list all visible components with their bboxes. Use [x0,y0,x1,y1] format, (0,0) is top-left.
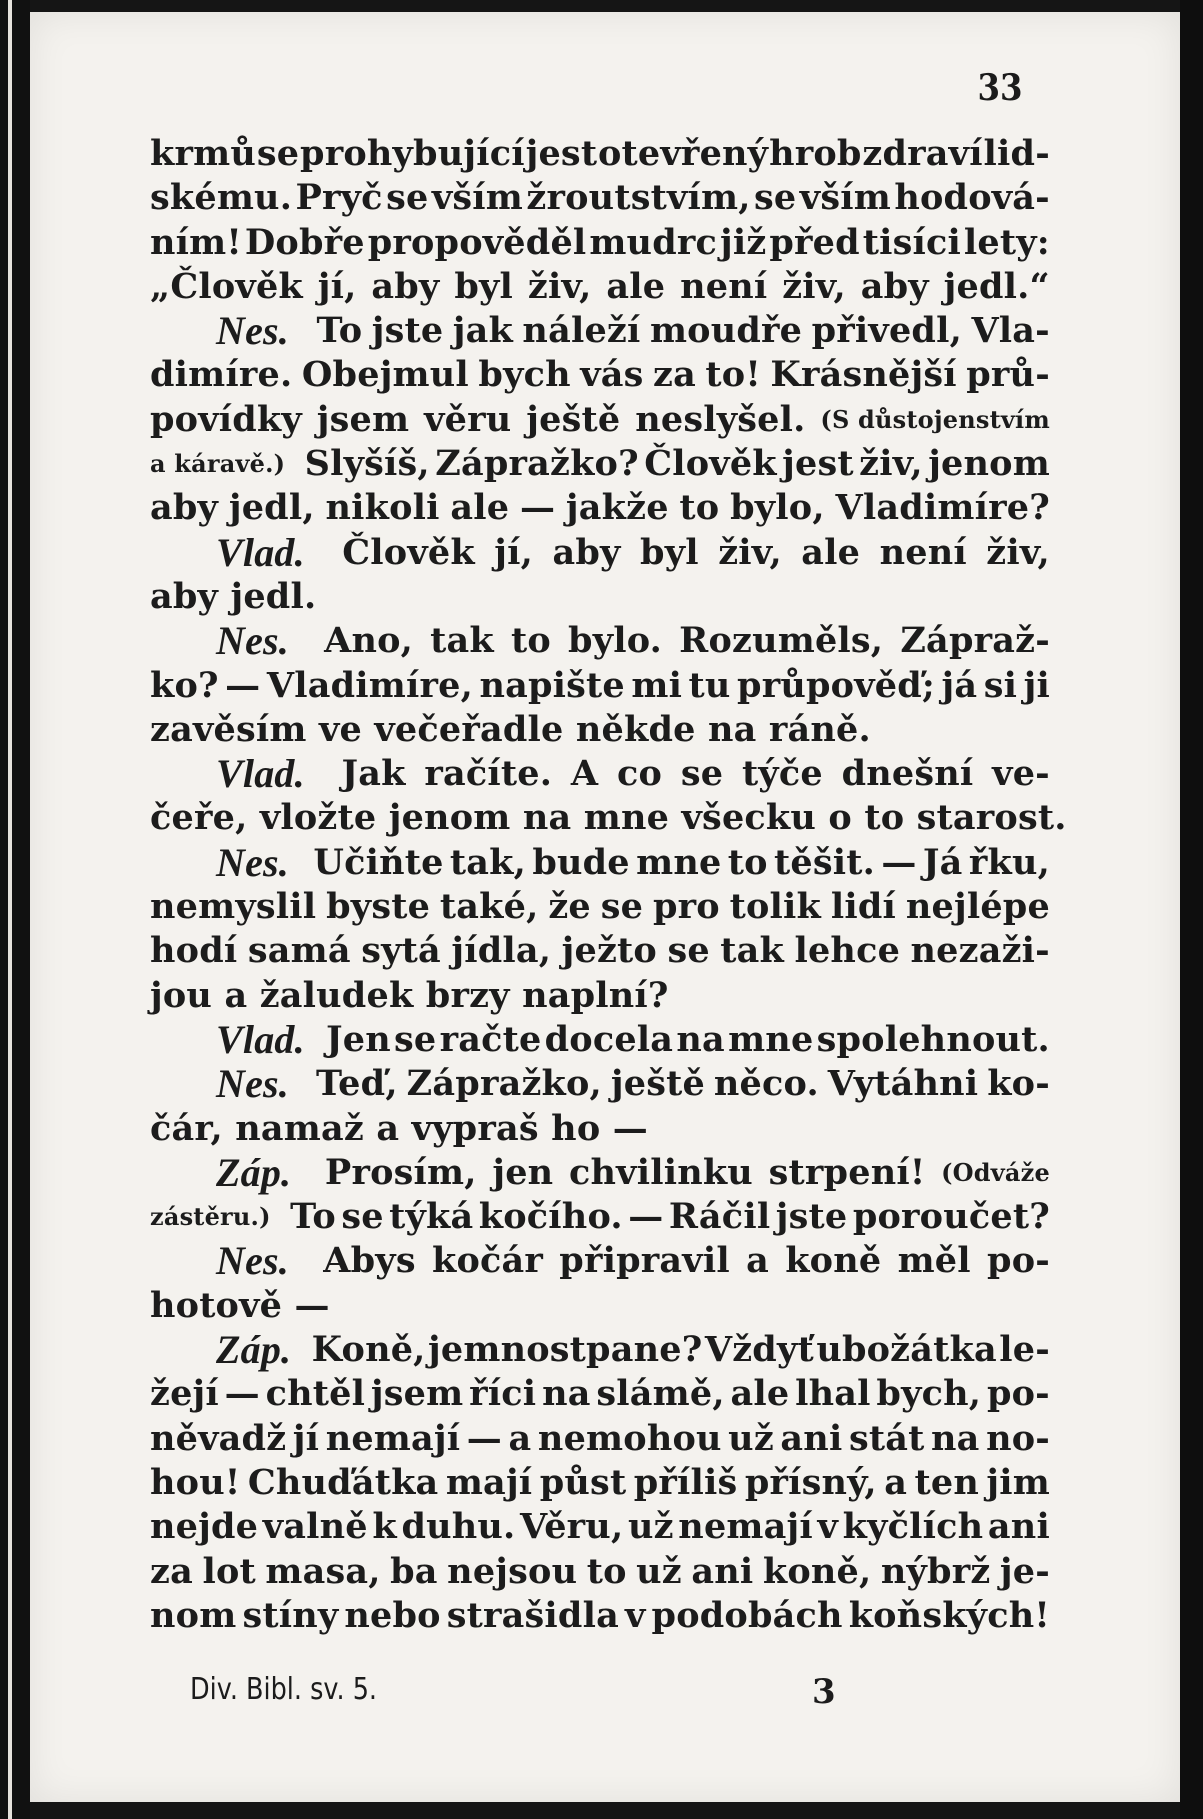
word: ji [1023,664,1050,706]
word: jedl, [228,487,315,529]
word: vším [799,177,891,219]
word: k [372,1506,397,1548]
word: řku, [968,841,1050,883]
word: přísný, [744,1461,877,1503]
word: něvadž [150,1417,287,1459]
word: pro [652,886,720,928]
word: nýbrž [880,1550,991,1592]
word: se [754,177,797,219]
word: něco. [713,1063,819,1105]
word: Člověk [342,531,475,573]
word: jí [292,1417,320,1459]
text-line [150,221,1050,265]
page-number: 33 [977,67,1023,109]
text-line [150,176,1050,220]
word: ko? [150,664,219,706]
word: po- [987,1240,1050,1282]
word: tak, [449,841,526,883]
word: jak [452,310,513,352]
word: těšit. [774,841,876,883]
word: Teď, [315,1063,398,1105]
word: le- [999,1329,1050,1371]
word: a [884,1461,908,1503]
word: v [624,1594,646,1636]
word: chvilinku [569,1151,753,1193]
text-line [150,575,1050,619]
word: co [617,753,663,795]
word: Prosím, [324,1151,477,1193]
word: Chuďátka [247,1461,439,1503]
word: to [679,487,720,529]
word: Zápraž- [900,620,1050,662]
text-line [150,1417,1050,1461]
word: povídky [150,398,302,440]
word: nemají [678,1506,813,1548]
word: bych, [876,1373,982,1415]
word: jen [492,1151,554,1193]
word: že [548,886,591,928]
word: živ, [986,531,1050,573]
speaker-name: Nes. [216,1061,290,1107]
word: a [746,1240,769,1282]
word: žejí [150,1373,219,1415]
word: přivedl, [811,310,962,352]
word: na [931,1417,980,1459]
line-text: hotově — [150,1284,330,1326]
left-page-edge [0,0,30,1819]
text-line [150,1018,1050,1062]
stage-direction: (Odváže [941,1157,1050,1187]
word: jste [775,1196,848,1238]
word: jakže [565,487,669,529]
word: již [719,221,767,263]
word: nemohou [537,1417,722,1459]
word: jedl.“ [943,265,1050,307]
word: prohybující [300,133,525,174]
text-line [150,531,1050,575]
word: slámě, [596,1373,725,1415]
word: se [680,753,724,795]
word: ani [691,1550,754,1592]
word: dnešní [841,753,974,795]
word: ale [606,265,666,307]
text-line [150,486,1050,530]
word: — [466,1417,502,1459]
text-line [150,398,1050,442]
word: prů- [966,354,1050,396]
book-page [30,12,1180,1802]
word: není [879,531,967,573]
word: a [508,1417,532,1459]
speaker-name: Nes. [216,308,290,354]
text-line [150,1062,1050,1106]
word: moudře [649,310,803,352]
page-footer [190,1672,1090,1722]
word: — [519,487,556,529]
word: lehce [794,930,901,972]
word: se [394,1018,437,1060]
text-line [150,841,1050,885]
word: zdraví [862,133,983,174]
word: týče [741,753,823,795]
word: jídla, [451,930,552,972]
word: Obejmul [301,354,469,396]
text-line [150,132,1050,176]
word: vším [431,177,524,219]
word: měl [897,1240,971,1282]
word: jest [782,443,854,485]
word: Vladimíre? [835,487,1050,529]
word: vás [580,354,644,396]
text-line [150,1195,1050,1239]
right-page-edge [1180,0,1203,1819]
word: ubožátka [816,1329,997,1371]
word: na [542,1373,591,1415]
word: tolik [729,886,821,928]
word: Vla- [971,310,1050,352]
text-line [150,1284,1050,1328]
text-line [150,309,1050,353]
word: strašidla [446,1594,619,1636]
word: Jen [325,1018,391,1060]
word: není [680,265,768,307]
word: za [150,1550,193,1592]
word: duhu. [401,1506,516,1548]
word: Vladimíre, [266,664,473,706]
word: nikoli [325,487,440,529]
word: lot [202,1550,256,1592]
word: — [628,1196,664,1238]
word: valně [262,1506,368,1548]
word: to [586,1550,627,1592]
word: lidí [830,886,897,928]
word: byl [640,531,699,573]
footer-sheet-number: 3 [812,1672,836,1712]
word: no- [986,1417,1050,1459]
word: skému. [150,177,293,219]
text-line [150,664,1050,708]
word: aby [860,265,929,307]
word: strpení! [768,1151,926,1193]
word: jim [986,1461,1050,1503]
speaker-name: Vlad. [216,529,305,575]
word: to! [705,354,761,396]
word: propověděl [367,221,587,263]
word: jemnostpane? [428,1329,703,1371]
word: bych [478,354,571,396]
word: To [290,1196,336,1238]
word: jí, [317,265,357,307]
word: před [769,221,860,263]
word: krmů [150,133,256,174]
text-line [150,1107,1050,1151]
word: koně, [762,1550,872,1592]
text-line [150,353,1050,397]
word: Pryč [295,177,383,219]
word: koňských! [848,1594,1050,1636]
text-line [150,885,1050,929]
word: ale [730,1373,790,1415]
word: tisíci [862,221,961,263]
word: jenom [928,443,1050,485]
word: mne [728,1018,814,1060]
text-line [150,1550,1050,1594]
word: půst [539,1461,627,1503]
word: Člověk [644,443,777,485]
speaker-name: Vlad. [216,751,305,797]
word: se [256,133,300,174]
word: chtěl [265,1373,366,1415]
line-text: zavěsím ve večeřadle někde na ráně. [150,708,871,750]
word: se [386,177,429,219]
word: Slyšíš, [304,443,430,485]
word: jste [371,310,444,352]
word: ale [801,531,861,573]
footer-signature: Div. Bibl. sv. 5. [190,1672,378,1707]
word: nom [150,1594,237,1636]
word: je- [999,1550,1050,1592]
word: Věru, [520,1506,624,1548]
word: také, [439,886,539,928]
text-line [150,442,1050,486]
word: Krásnější [770,354,957,396]
word: dimíre. [150,354,293,396]
word: stíny [242,1594,339,1636]
word: ba [390,1550,438,1592]
text-line [150,752,1050,796]
text-line [150,1239,1050,1283]
word: ani [780,1417,843,1459]
word: A [570,753,599,795]
word: aby [150,487,219,529]
word: ko- [987,1063,1050,1105]
word: nezaži- [910,930,1050,972]
word: jest [525,133,598,174]
word: náleží [522,310,641,352]
speaker-name: Nes. [216,618,290,664]
word: aby [552,531,621,573]
word: bylo. [568,620,663,662]
word: jsem [316,398,410,440]
word: nejde [150,1506,259,1548]
word: Dobře [244,221,365,263]
word: neslyšel. [635,398,806,440]
word: tak [720,930,784,972]
word: žroutstvím, [526,177,751,219]
word: v [817,1506,839,1548]
word: Vždyť [704,1329,814,1371]
line-text: aby jedl. [150,575,317,617]
word: kočího. [478,1196,623,1238]
stage-direction: zástěru.) [150,1202,271,1232]
word: poroučet? [852,1196,1050,1238]
word: tu [688,664,731,706]
word: „Člověk [150,265,303,307]
text-line [150,265,1050,309]
word: nejsou [447,1550,578,1592]
word: se [341,1196,384,1238]
word: ještě [526,398,621,440]
word: Vytáhni [827,1063,979,1105]
word: — [881,841,917,883]
speaker-name: Záp. [216,1149,292,1195]
word: mají [445,1461,533,1503]
word: koně [785,1240,882,1282]
word: Rozuměls, [679,620,884,662]
word: nebo [344,1594,441,1636]
word: spolehnout. [816,1018,1050,1060]
word: bylo, [730,487,825,529]
word: Abys [323,1240,416,1282]
word: sytá [361,930,441,972]
word: ten [914,1461,979,1503]
word: — [224,1373,260,1415]
body-text [150,132,1067,1638]
word: já [941,664,978,706]
word: ani [987,1506,1050,1548]
word: ale [450,487,510,529]
word: Koně, [311,1329,426,1371]
word: lhal [795,1373,871,1415]
text-line [150,929,1050,973]
word: docela [544,1018,674,1060]
word: podobách [651,1594,843,1636]
word: byl [454,265,514,307]
line-text: čeře, vložte jenom na mne všecku o to starost. [150,797,1067,839]
word: živ, [527,265,592,307]
word: nemají [325,1417,461,1459]
word: hrob [769,133,862,174]
word: na [676,1018,725,1060]
text-line [150,708,1050,752]
word: Zápražko, [406,1063,602,1105]
word: aby [371,265,440,307]
word: ním! [150,221,242,263]
word: nejlépe [905,886,1050,928]
text-line [150,1328,1050,1372]
text-line [150,1151,1050,1195]
word: živ, [859,443,923,485]
text-line [150,1461,1050,1505]
text-line [150,974,1050,1018]
word: už [728,1417,774,1459]
word: kyčlích [842,1506,984,1548]
word: za [653,354,696,396]
speaker-name: Záp. [216,1327,292,1373]
line-text: jou a žaludek brzy naplní? [150,974,669,1016]
word: to [510,620,551,662]
word: jí, [494,531,534,573]
word: mi [631,664,683,706]
speaker-name: Nes. [216,1238,290,1284]
word: hodová- [894,177,1050,219]
word: nemyslil [150,886,317,928]
word: Jak [341,753,406,795]
word: otevřený [598,133,769,174]
word: To [316,310,363,352]
word: se [667,930,710,972]
word: — [225,664,261,706]
text-line [150,796,1067,840]
word: bude [532,841,630,883]
word: tak [430,620,494,662]
word: napište [479,664,625,706]
word: račíte. [424,753,553,795]
binding-mark [15,1405,27,1435]
word: týká [389,1196,474,1238]
text-line [150,619,1050,663]
stage-direction: (S důstojenstvím [820,404,1050,434]
word: živ, [718,531,782,573]
word: Učiňte [313,841,444,883]
word: Ano, [324,620,414,662]
word: se [600,886,644,928]
word: po- [986,1373,1050,1415]
word: připravil [559,1240,730,1282]
word: lid- [983,133,1050,174]
word: hodí [150,930,238,972]
word: Ráčil [668,1196,771,1238]
word: masa, [265,1550,381,1592]
stage-direction: a káravě.) [150,449,286,479]
word: račte [439,1018,542,1060]
word: kočár [432,1240,544,1282]
word: věru [424,398,512,440]
word: lety: [963,221,1050,263]
word: stát [848,1417,925,1459]
word: hou! [150,1461,241,1503]
word: jsem [370,1373,464,1415]
text-line [150,1594,1050,1638]
word: průpověď; [737,664,936,706]
word: ještě [610,1063,705,1105]
word: říci [469,1373,537,1415]
word: živ, [782,265,846,307]
word: mudrc [589,221,718,263]
word: mne [636,841,722,883]
text-line [150,1505,1050,1549]
word: Zápražko? [435,443,639,485]
speaker-name: Nes. [216,839,290,885]
word: Já [922,841,963,883]
word: samá [247,930,351,972]
word: byste [326,886,431,928]
word: už [627,1506,674,1548]
word: si [983,664,1018,706]
text-line [150,1372,1050,1416]
line-text: čár, namaž a vypraš ho — [150,1107,648,1149]
speaker-name: Vlad. [216,1016,305,1062]
word: ve- [992,753,1050,795]
word: ježto [561,930,657,972]
word: už [636,1550,682,1592]
word: příliš [633,1461,738,1503]
word: to [727,841,768,883]
